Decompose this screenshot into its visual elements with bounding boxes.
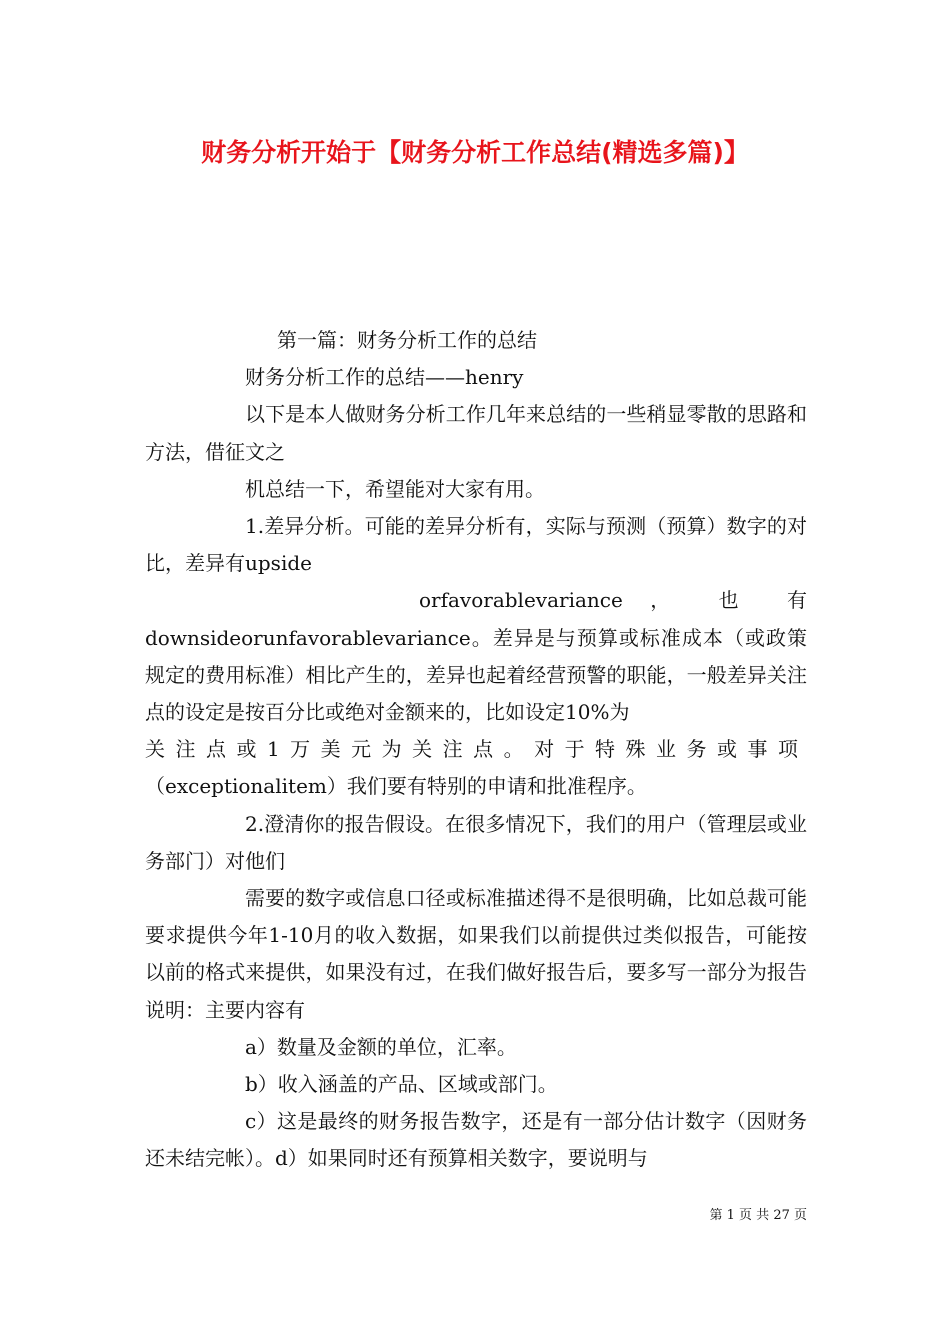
list-item-c-d: c）这是最终的财务报告数字，还是有一部分估计数字（因财务还未结完帐）。d）如果同时还有预算相关数字，要说明与 xyxy=(145,1109,807,1171)
section-heading: 第一篇：财务分析工作的总结 xyxy=(277,328,537,352)
item1-spread-line: 关注点或1万美元为关注点。对于特殊业务或事项 xyxy=(145,737,807,762)
document-title: 财务分析开始于【财务分析工作总结(精选多篇)】 xyxy=(201,138,749,167)
item1-paragraph-end: （exceptionalitem）我们要有特别的申请和批准程序。 xyxy=(145,774,647,799)
document-body xyxy=(145,322,807,1178)
list-item-a: a）数量及金额的单位，汇率。 xyxy=(245,1034,517,1059)
item1-paragraph-start: 1.差异分析。可能的差异分析有，实际与预测（预算）数字的对比，差异有upside xyxy=(145,514,807,576)
item2-paragraph-start: 2.澄清你的报告假设。在很多情况下，我们的用户（管理层或业务部门）对他们 xyxy=(145,811,807,873)
item1-paragraph-body: downsideorunfavorablevariance。差异是与预算或标准成本（或政策规定的费用标准）相比产生的，差异也起着经营预警的职能，一般差异关注点的设定是按百分比或绝对金额来的，比如设定10%为 xyxy=(145,625,807,725)
item2-paragraph-body: 需要的数字或信息口径或标准描述得不是很明确，比如总裁可能要求提供今年1-10月的收入数据，如果我们以前提供过类似报告，可能按以前的格式来提供，如果没有过，在我们做好报告后，要多写一部分为报告说明：主要内容有 xyxy=(145,886,807,1022)
intro-paragraph-1: 以下是本人做财务分析工作几年来总结的一些稍显零散的思路和方法，借征文之 xyxy=(145,402,807,464)
intro-paragraph-2: 机总结一下，希望能对大家有用。 xyxy=(245,476,545,501)
page-footer: 第 1 页 共 27 页 xyxy=(709,1208,807,1223)
list-item-b: b）收入涵盖的产品、区域或部门。 xyxy=(245,1072,558,1097)
item1-variance-line: orfavorablevariance ， 也 有 xyxy=(419,588,807,613)
author-line: 财务分析工作的总结——henry xyxy=(245,365,524,390)
